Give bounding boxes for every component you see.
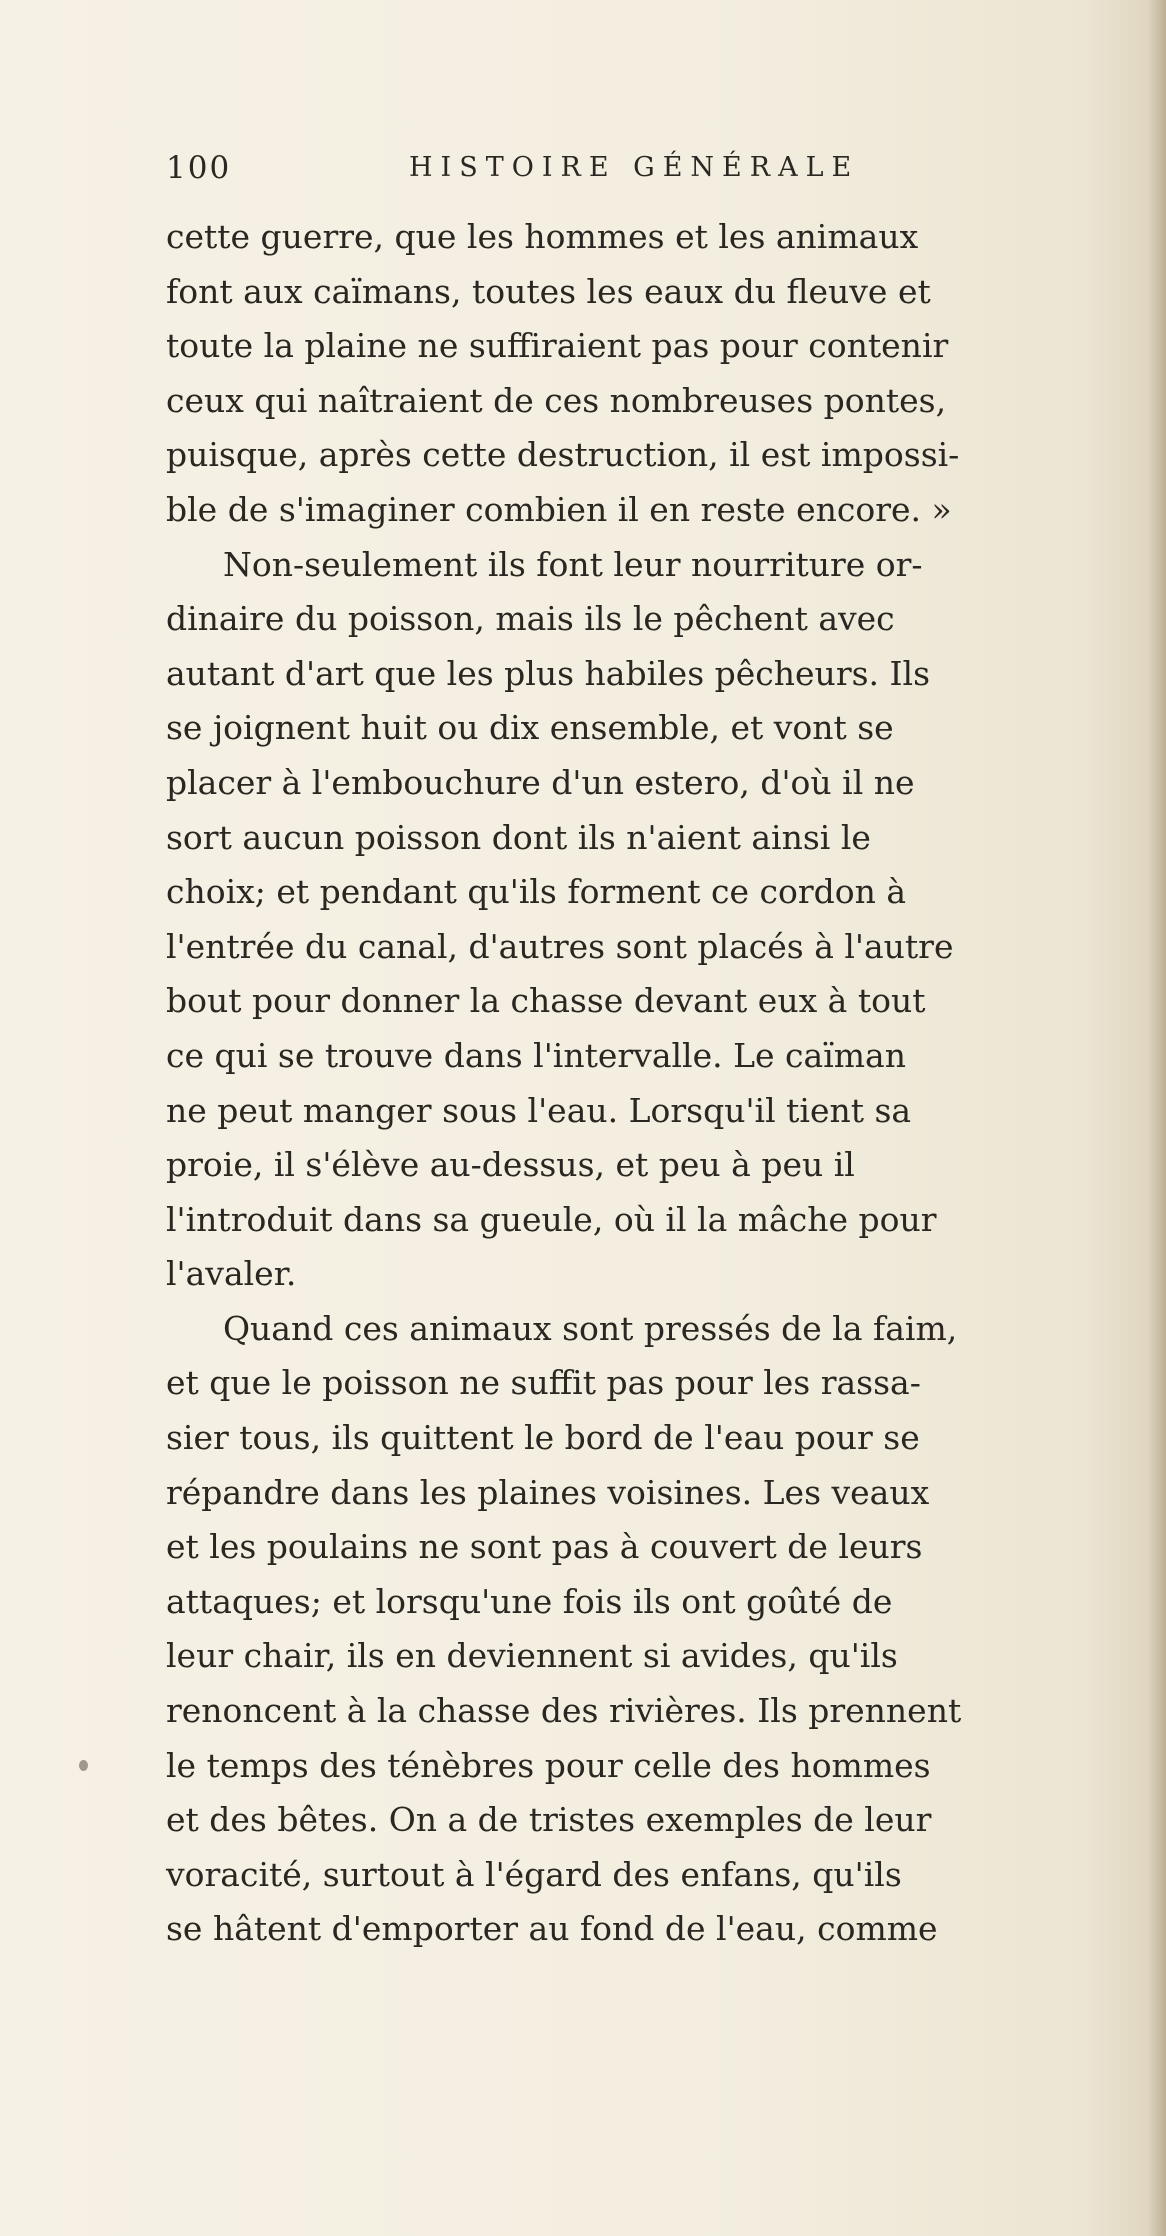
- text-line: et que le poisson ne suffit pas pour les rassa-: [166, 1363, 921, 1403]
- text-line: et des bêtes. On a de tristes exemples de leur: [166, 1800, 932, 1840]
- paragraph-start-line: Quand ces animaux sont pressés de la faim,: [223, 1308, 958, 1348]
- text-line: et les poulains ne sont pas à couvert de leurs: [166, 1527, 923, 1567]
- text-line: ne peut manger sous l'eau. Lorsqu'il tient sa: [166, 1090, 912, 1130]
- text-line: répandre dans les plaines voisines. Les veaux: [166, 1472, 930, 1512]
- body-text: [166, 210, 1160, 1957]
- text-line: choix; et pendant qu'ils forment ce cordon à: [166, 872, 907, 912]
- running-header: [166, 150, 1166, 190]
- text-line: bout pour donner la chasse devant eux à tout: [166, 981, 926, 1021]
- paragraph-start-line: Non-seulement ils font leur nourriture or-: [223, 544, 923, 584]
- running-title: HISTOIRE GÉNÉRALE: [409, 152, 860, 183]
- text-line: le temps des ténèbres pour celle des hommes: [166, 1745, 931, 1785]
- text-line: voracité, surtout à l'égard des enfans, qu'ils: [166, 1854, 902, 1894]
- text-line: ble de s'imaginer combien il en reste encore. »: [166, 489, 952, 529]
- text-line: sort aucun poisson dont ils n'aient ainsi le: [166, 817, 871, 857]
- text-line: se joignent huit ou dix ensemble, et vont se: [166, 708, 894, 748]
- text-line: l'introduit dans sa gueule, où il la mâche pour: [166, 1199, 937, 1239]
- text-line: proie, il s'élève au-dessus, et peu à peu il: [166, 1145, 855, 1185]
- text-line: se hâtent d'emporter au fond de l'eau, comme: [166, 1909, 938, 1949]
- text-line: font aux caïmans, toutes les eaux du fleuve et: [166, 271, 931, 311]
- text-line: ceux qui naîtraient de ces nombreuses pontes,: [166, 380, 947, 420]
- text-line: toute la plaine ne suffiraient pas pour contenir: [166, 326, 949, 366]
- page-number: 100: [166, 150, 232, 186]
- text-line: leur chair, ils en deviennent si avides, qu'ils: [166, 1636, 898, 1676]
- text-line: ce qui se trouve dans l'intervalle. Le caïman: [166, 1035, 906, 1075]
- text-line: sier tous, ils quittent le bord de l'eau pour se: [166, 1418, 920, 1458]
- text-line: dinaire du poisson, mais ils le pêchent avec: [166, 599, 895, 639]
- text-line: renoncent à la chasse des rivières. Ils prennent: [166, 1691, 962, 1731]
- text-line: autant d'art que les plus habiles pêcheurs. Ils: [166, 653, 931, 693]
- text-line: puisque, après cette destruction, il est impossi-: [166, 435, 960, 475]
- ink-speck: [79, 1760, 88, 1771]
- text-line: placer à l'embouchure d'un estero, d'où il ne: [166, 762, 915, 802]
- text-line: attaques; et lorsqu'une fois ils ont goûté de: [166, 1581, 893, 1621]
- text-line: cette guerre, que les hommes et les animaux: [166, 217, 919, 256]
- text-line: l'entrée du canal, d'autres sont placés à l'autre: [166, 926, 954, 966]
- text-line: l'avaler.: [166, 1254, 297, 1294]
